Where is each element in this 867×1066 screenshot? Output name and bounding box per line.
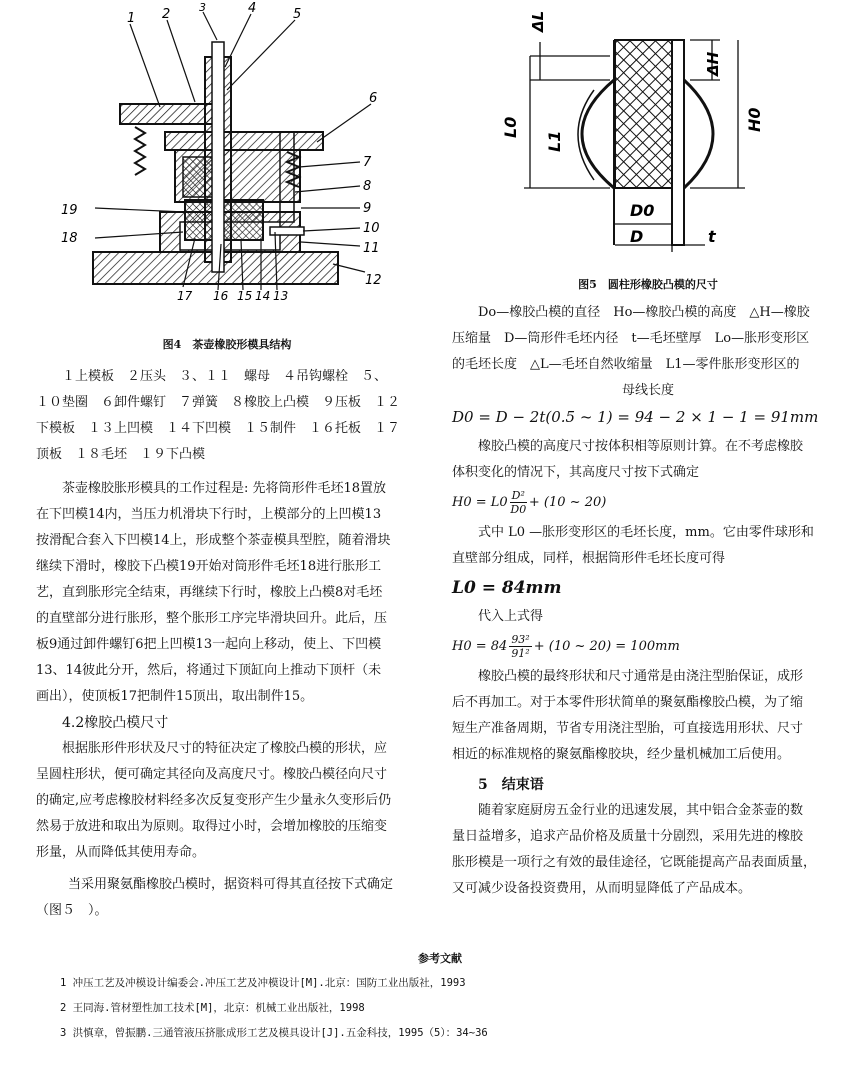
formula-h0v-lhs: H0 = 84	[452, 639, 508, 654]
para-line: 板9通过卸件螺钉6把上凹模13一起向上移动，使上、下凹模	[36, 637, 382, 652]
section-5-heading: 5 结束语	[478, 777, 544, 793]
fig5-label-D: D	[630, 227, 644, 246]
fig5-label-L1: L1	[545, 130, 564, 152]
reference-item: 3 洪慎章，曾振鹏.三通管液压挤胀成形工艺及模具设计[J].五金科技，1995（5）：34~36	[60, 1027, 488, 1039]
formula-l0: L0 = 84mm	[452, 578, 562, 598]
legend-line: １０垫圈 ６卸件螺钉 ７弹簧 ８橡胶上凸模 ９压板 １２	[36, 395, 401, 410]
formula-h0	[452, 486, 844, 520]
formula-h0-num: D²	[511, 489, 525, 502]
para-line: 的确定,应考虑橡胶材料经多次反复变形产生少量永久变形后仍	[36, 793, 392, 808]
references-title: 参考文献	[418, 952, 462, 965]
reference-item: 2 王同海.管材塑性加工技术[M]，北京：机械工业出版社，1998	[60, 1002, 365, 1014]
para-line: 艺，直到胀形完全结束，再继续下行时，橡胶上凸模8对毛坯	[36, 585, 383, 600]
formula-h0v-den: 91²	[511, 647, 530, 660]
fig4-label-18: 18	[61, 231, 78, 246]
para-line: 画出），使顶板17把制件15顶出，取出制件15。	[36, 689, 314, 704]
fig5-label-dH: ΔH	[704, 51, 722, 76]
fig5-label-L0: L0	[501, 116, 520, 138]
references	[60, 946, 820, 1046]
legend-line: １上模板 ２压头 ３、１１ 螺母 ４吊钩螺栓 ５、	[62, 369, 388, 384]
para-line: 直壁部分组成，同样，根据筒形件毛坯长度可得	[452, 551, 726, 566]
para-line: 继续下滑时，橡胶下凸模19开始对筒形件毛坯18进行胀形工	[36, 559, 382, 574]
para-line: 在下凹模14内，当压力机滑块下行时，上模部分的上凹模13	[36, 507, 382, 522]
fig5-label-D0: D0	[630, 201, 655, 220]
formula-h0-rhs: + (10 ~ 20)	[528, 495, 607, 510]
fig4-label-10: 10	[363, 221, 380, 236]
para-line: 茶壶橡胶胀形模具的工作过程是: 先将筒形件毛坯18置放	[62, 481, 387, 496]
para-line: 随着家庭厨房五金行业的迅速发展，其中铝合金茶壶的数	[478, 803, 804, 818]
para-line: 形量，从而降低其使用寿命。	[36, 845, 206, 860]
fig4-caption: 图4 茶壶橡胶形模具结构	[162, 338, 292, 351]
formula-h0v-rhs: + (10 ~ 20) = 100mm	[533, 639, 680, 654]
spring-left	[135, 127, 145, 175]
para-line: 相近的标准规格的聚氨酯橡胶块，经少量机械加工后使用。	[452, 747, 791, 762]
formula-h0-value	[452, 630, 844, 664]
para-line: 量日益增多，追求产品价格及质量十分剧烈，采用先进的橡胶	[452, 829, 804, 844]
bulge-left	[582, 80, 614, 188]
para-line: 胀形模是一项行之有效的最佳途径，它既能提高产品表面质量，	[452, 855, 817, 870]
para-line: 橡胶凸模的高度尺寸按体积相等原则计算。在不考虑橡胶	[478, 439, 804, 454]
fig4-label-14: 14	[255, 289, 271, 302]
fig5-label-dL: ΔL	[529, 10, 547, 32]
subst-line: 代入上式得	[478, 609, 544, 624]
fig4-label-8: 8	[363, 179, 372, 194]
fig4-label-13: 13	[273, 289, 289, 302]
section-4-2-heading: 4.2橡胶凸模尺寸	[62, 715, 169, 731]
fig4-label-17: 17	[177, 289, 193, 302]
para-line: （图５ ）。	[36, 903, 108, 918]
left-column	[36, 332, 418, 924]
fig4-label-15: 15	[237, 289, 253, 302]
fig4-label-19: 19	[61, 203, 78, 218]
fig4-label-5: 5	[293, 7, 302, 22]
formula-d0: D0 = D − 2t(0.5 ~ 1) = 94 − 2 × 1 − 1 = 91mm	[452, 408, 819, 426]
fig4-label-16: 16	[213, 289, 229, 302]
fig4-label-6: 6	[369, 91, 378, 106]
para-line: 体积变化的情况下，其高度尺寸按下式确定	[452, 465, 700, 480]
formula-h0v-num: 93²	[511, 633, 530, 646]
fig4-label-3: 3	[199, 2, 206, 14]
fig4-label-2: 2	[162, 7, 171, 22]
para-line: 按滑配合套入下凹模14上，形成整个茶壶模具型腔，随着滑块	[36, 533, 391, 548]
def-line: 的毛坯长度 △L—毛坯自然收缩量 L1—零件胀形变形区的	[452, 357, 800, 372]
fig5-label-H0: H0	[745, 107, 764, 132]
fig4-label-4: 4	[248, 2, 257, 16]
right-column	[452, 272, 844, 902]
figure-4-drawing	[55, 2, 385, 302]
para-line: 根据胀形件形状及尺寸的特征决定了橡胶凸模的形状，应	[62, 741, 388, 756]
def-line: 母线长度	[621, 383, 674, 398]
fig4-label-11: 11	[363, 241, 380, 256]
figure-5-drawing	[490, 2, 780, 267]
reference-item: 1 冲压工艺及冲模设计编委会.冲压工艺及冲模设计[M].北京：国防工业出版社，1993	[60, 977, 466, 989]
formula-h0-lhs: H0 = L0	[452, 495, 508, 510]
def-line: Do—橡胶凸模的直径 Ho—橡胶凸模的高度 △H—橡胶	[478, 305, 810, 320]
fig4-label-7: 7	[363, 155, 372, 170]
fig4-label-12: 12	[365, 273, 382, 288]
para-line: 短生产准备周期，节省专用浇注型胎，可直接选用形状、尺寸	[452, 721, 804, 736]
legend-line: 顶板 １８毛坯 １９下凸模	[36, 447, 206, 462]
para-line: 的直壁部分进行胀形，整个胀形工序完毕滑块回升。此后，压	[36, 611, 388, 626]
para-line: 呈圆柱形状，便可确定其径向及高度尺寸。橡胶凸模径向尺寸	[36, 767, 388, 782]
fig4-label-1: 1	[127, 11, 136, 26]
para-line: 橡胶凸模的最终形状和尺寸通常是由浇注型胎保证，成形	[478, 669, 804, 684]
para-line: 然易于放进和取出为原则。取得过小时，会增加橡胶的压缩变	[36, 819, 388, 834]
def-line: 压缩量 D—筒形件毛坯内径 t—毛坯壁厚 Lo—胀形变形区	[452, 331, 810, 346]
fig5-label-t: t	[708, 227, 716, 246]
fig5-caption: 图5 圆柱形橡胶凸模的尺寸	[578, 278, 718, 291]
para-line: 当采用聚氨酯橡胶凸模时，据资料可得其直径按下式确定	[68, 877, 394, 892]
para-line: 后不再加工。对于本零件形状简单的聚氨酯橡胶凸模，为了缩	[452, 695, 804, 710]
formula-h0-den: D0	[510, 503, 527, 516]
para-line: 式中 L0 —胀形变形区的毛坯长度，mm。它由零件球形和	[478, 525, 814, 540]
para-line: 13、14彼此分开，然后，将通过下顶缸向上推动下顶杆（未	[36, 663, 382, 678]
para-line: 又可减少设备投资费用，从而明显降低了产品成本。	[452, 881, 752, 896]
legend-line: 下模板 １３上凹模 １４下凹模 １５制件 １６托板 １７	[36, 421, 401, 436]
fig4-label-9: 9	[363, 201, 372, 216]
bulge-right	[684, 80, 713, 188]
